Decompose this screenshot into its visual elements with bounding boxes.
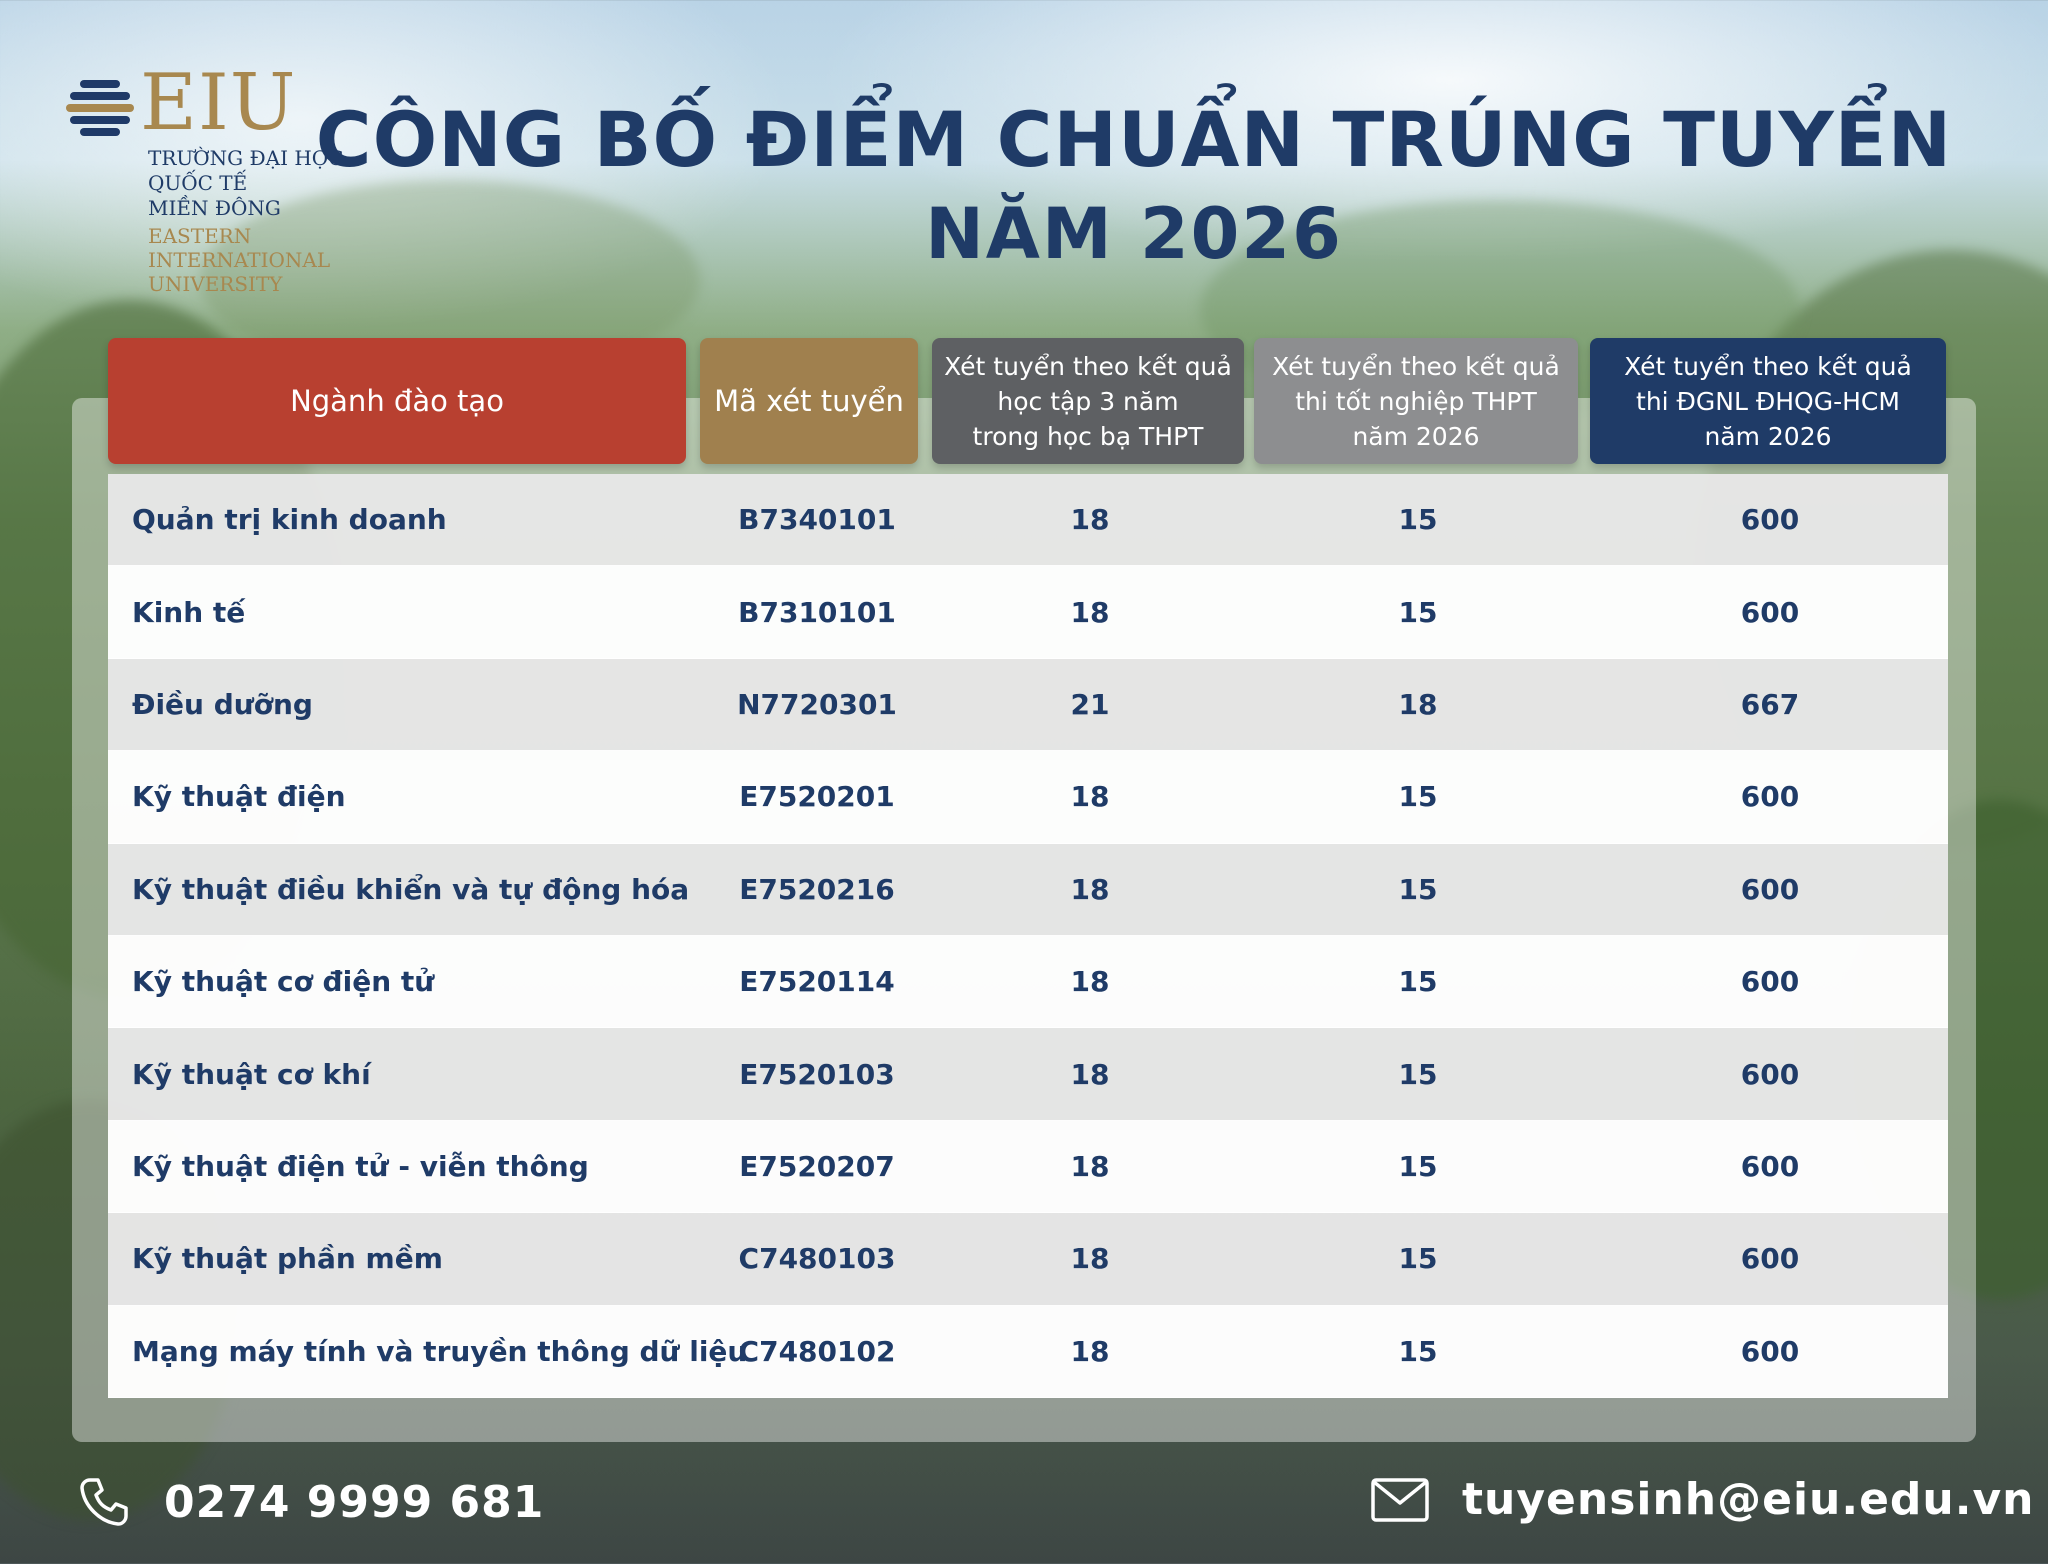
title-line-1: CÔNG BỐ ĐIỂM CHUẨN TRÚNG TUYỂN (315, 95, 1953, 184)
cell-code: E7520216 (739, 872, 895, 906)
table-row (108, 659, 1948, 751)
table-row (108, 1028, 1948, 1120)
logo-en-line-3: UNIVERSITY (148, 272, 283, 296)
cell-major: Kỹ thuật điều khiển và tự động hóa (132, 872, 690, 906)
cell-major: Kinh tế (132, 595, 246, 629)
email-contact[interactable] (1370, 1474, 2034, 1525)
cell-code: C7480102 (738, 1334, 896, 1368)
header-hocba (932, 338, 1244, 464)
header-code-label: Mã xét tuyển (714, 384, 904, 418)
logo-vn-line-3: MIỀN ĐÔNG (148, 196, 281, 220)
cell-hocba: 18 (1070, 965, 1110, 999)
cell-hocba: 18 (1070, 1057, 1110, 1091)
cell-hocba: 18 (1070, 1242, 1110, 1276)
cell-thpt: 15 (1398, 595, 1438, 629)
phone-contact[interactable] (76, 1474, 544, 1530)
cell-major: Kỹ thuật cơ khí (132, 1057, 371, 1091)
header-thpt-line: năm 2026 (1352, 421, 1480, 451)
cell-code: E7520103 (739, 1057, 895, 1091)
table-row (108, 1213, 1948, 1305)
header-thpt (1254, 338, 1578, 464)
header-dgnl-line: thi ĐGNL ĐHQG-HCM (1636, 386, 1900, 416)
cell-thpt: 15 (1398, 1057, 1438, 1091)
cell-hocba: 18 (1070, 1334, 1110, 1368)
header-hocba-line: Xét tuyển theo kết quả (944, 351, 1232, 381)
cell-thpt: 15 (1398, 1242, 1438, 1276)
cell-dgnl: 600 (1740, 1334, 1800, 1368)
phone-icon (76, 1474, 132, 1530)
cell-dgnl: 600 (1740, 965, 1800, 999)
cell-hocba: 18 (1070, 780, 1110, 814)
email-address[interactable]: tuyensinh@eiu.edu.vn (1462, 1474, 2035, 1525)
cell-dgnl: 600 (1740, 595, 1800, 629)
cell-dgnl: 600 (1740, 1149, 1800, 1183)
cell-major: Quản trị kinh doanh (132, 503, 447, 537)
logo-en-line-2: INTERNATIONAL (148, 248, 331, 272)
cell-dgnl: 600 (1740, 503, 1800, 537)
page-title (0, 92, 2048, 280)
cell-hocba: 18 (1070, 595, 1110, 629)
cell-thpt: 15 (1398, 872, 1438, 906)
cell-thpt: 15 (1398, 1334, 1438, 1368)
cell-dgnl: 600 (1740, 780, 1800, 814)
cell-major: Kỹ thuật phần mềm (132, 1242, 443, 1276)
header-thpt-line: thi tốt nghiệp THPT (1295, 386, 1537, 416)
table-row (108, 1306, 1948, 1398)
cell-hocba: 21 (1070, 687, 1110, 721)
header-major (108, 338, 686, 464)
cell-thpt: 18 (1398, 687, 1438, 721)
score-table-body (108, 474, 1948, 1398)
table-row (108, 1121, 1948, 1213)
header-major-label: Ngành đào tạo (290, 384, 504, 418)
table-row (108, 844, 1948, 936)
logo-en-line-1: EASTERN (148, 224, 252, 248)
cell-code: B7310101 (738, 595, 896, 629)
cell-code: E7520201 (739, 780, 895, 814)
cell-code: E7520114 (739, 965, 895, 999)
cell-dgnl: 667 (1740, 687, 1800, 721)
cell-hocba: 18 (1070, 1149, 1110, 1183)
cell-dgnl: 600 (1740, 1057, 1800, 1091)
cell-thpt: 15 (1398, 503, 1438, 537)
cell-major: Mạng máy tính và truyền thông dữ liệu (132, 1334, 748, 1368)
header-hocba-line: trong học bạ THPT (972, 421, 1204, 451)
cell-thpt: 15 (1398, 965, 1438, 999)
table-row (108, 566, 1948, 658)
cell-dgnl: 600 (1740, 872, 1800, 906)
table-row (108, 474, 1948, 566)
header-dgnl (1590, 338, 1946, 464)
mail-icon (1370, 1477, 1430, 1523)
header-dgnl-line: năm 2026 (1704, 421, 1832, 451)
cell-code: C7480103 (738, 1242, 896, 1276)
header-hocba-line: học tập 3 năm (997, 386, 1179, 416)
cell-code: B7340101 (738, 503, 896, 537)
header-dgnl-line: Xét tuyển theo kết quả (1624, 351, 1912, 381)
cell-thpt: 15 (1398, 1149, 1438, 1183)
cell-major: Kỹ thuật điện (132, 780, 346, 814)
cell-major: Kỹ thuật điện tử - viễn thông (132, 1149, 589, 1183)
cell-major: Kỹ thuật cơ điện tử (132, 965, 435, 999)
cell-hocba: 18 (1070, 872, 1110, 906)
header-thpt-line: Xét tuyển theo kết quả (1272, 351, 1560, 381)
cell-thpt: 15 (1398, 780, 1438, 814)
phone-number[interactable]: 0274 9999 681 (164, 1476, 545, 1528)
logo-vn-line-1: TRƯỜNG ĐẠI HỌC (148, 146, 344, 170)
cell-hocba: 18 (1070, 503, 1110, 537)
cell-code: E7520207 (739, 1149, 895, 1183)
cell-major: Điều dưỡng (132, 687, 313, 721)
table-row (108, 751, 1948, 843)
cell-code: N7720301 (737, 687, 897, 721)
title-line-2: NĂM 2026 (925, 193, 1343, 275)
cell-dgnl: 600 (1740, 1242, 1800, 1276)
logo-vn-line-2: QUỐC TẾ (148, 171, 248, 195)
header-code (700, 338, 918, 464)
logo-brand: EIU (140, 58, 297, 148)
table-row (108, 936, 1948, 1028)
